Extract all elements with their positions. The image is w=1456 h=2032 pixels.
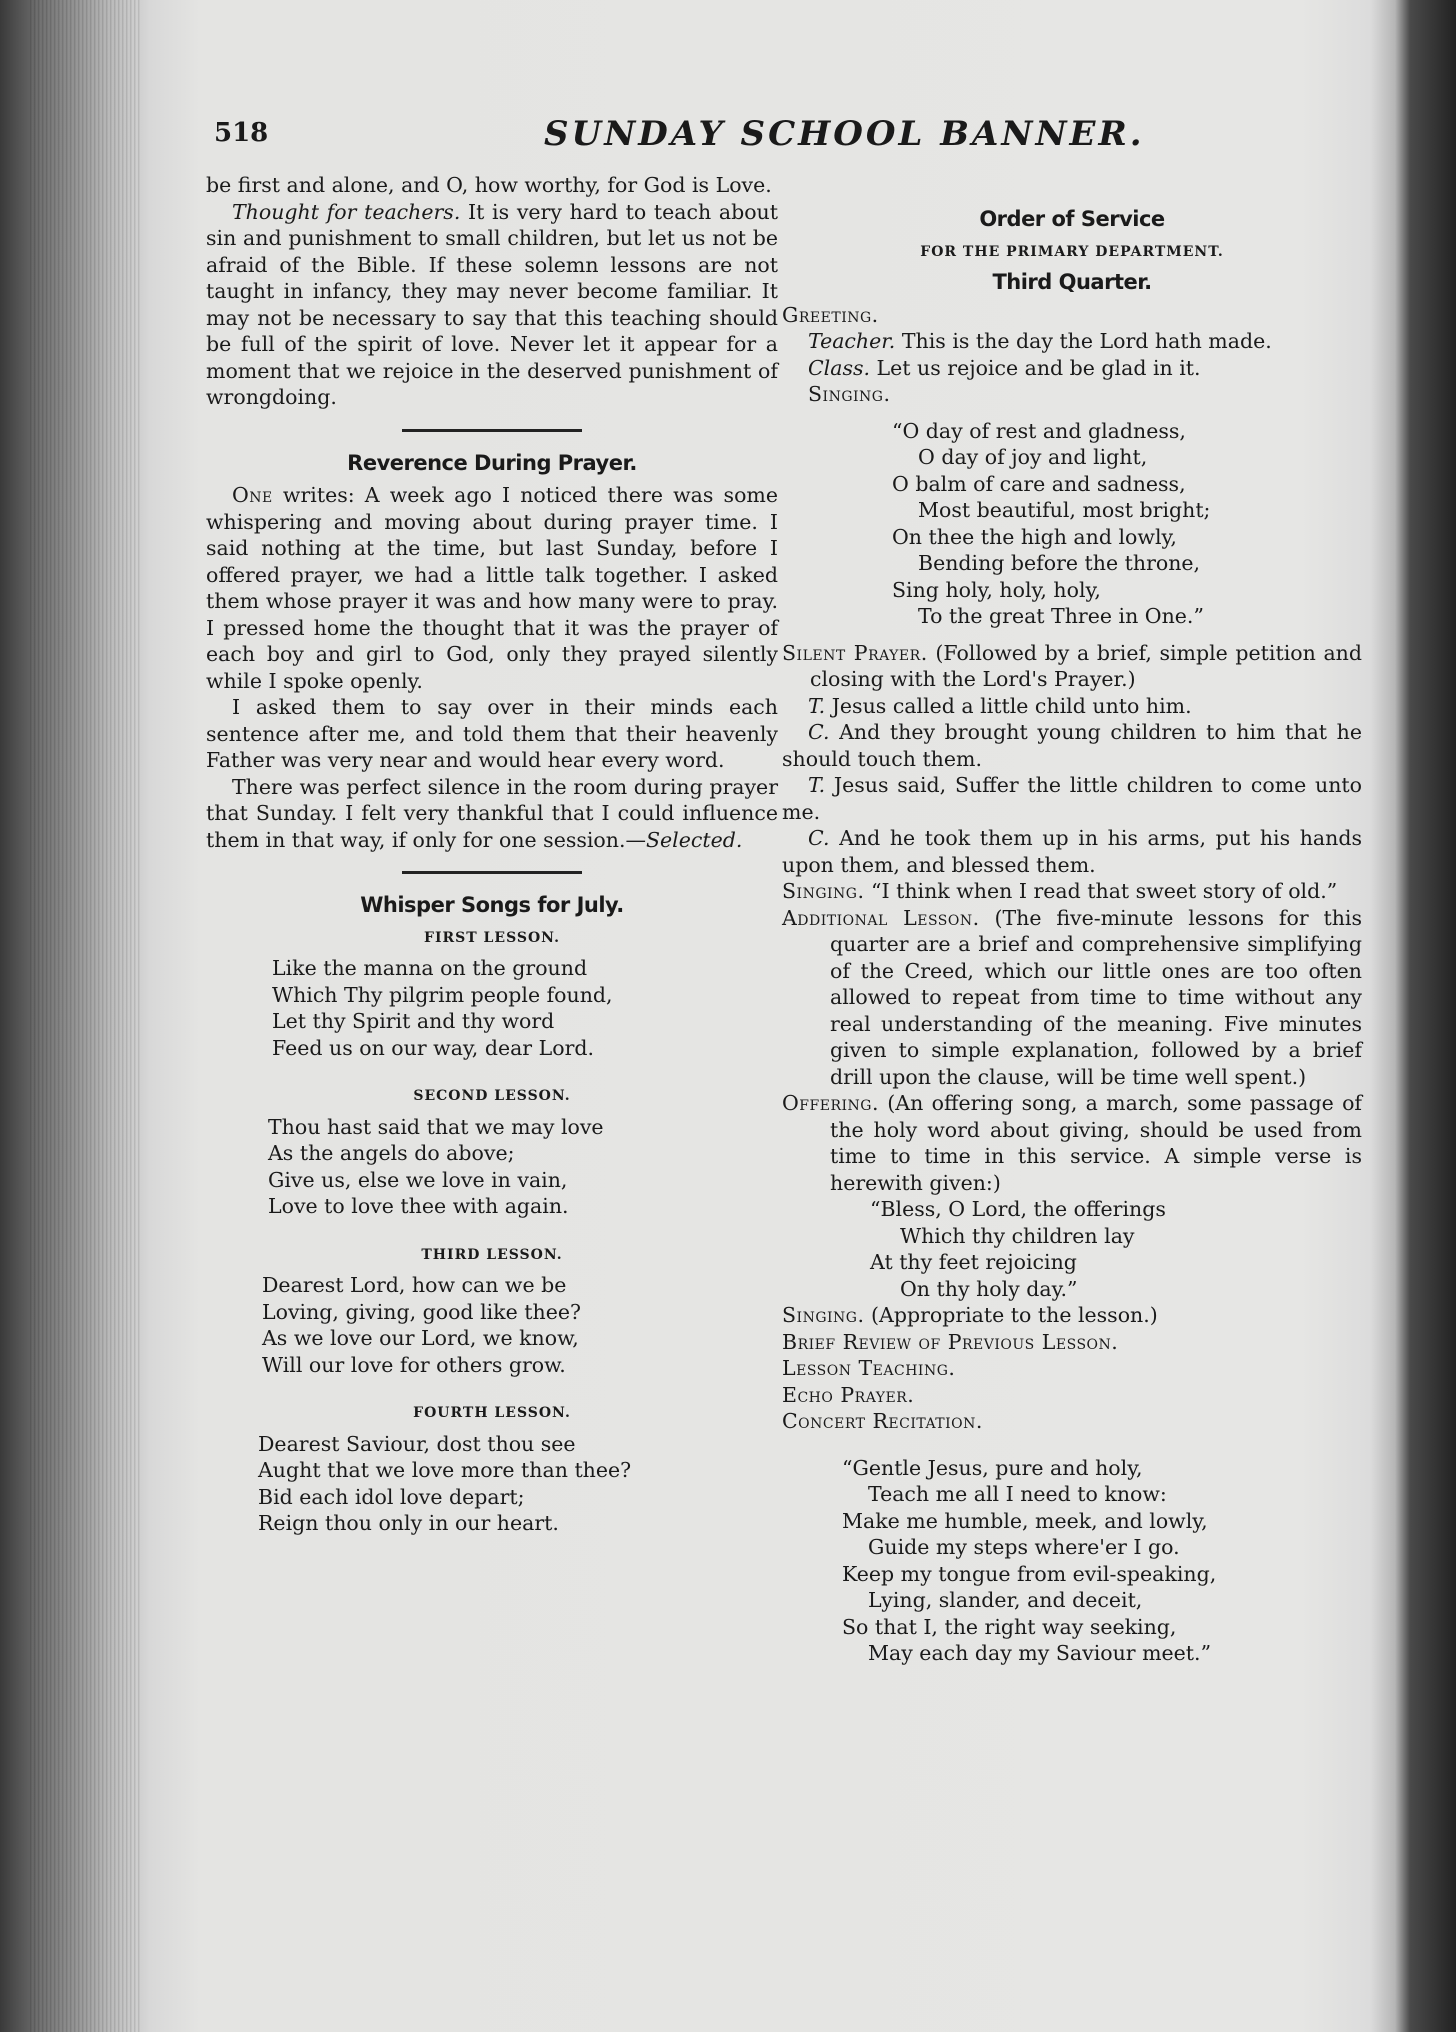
right-column bbox=[782, 202, 1362, 1667]
response bbox=[782, 719, 1362, 772]
singing-text: “I think when I read that sweet story of old.” bbox=[864, 879, 1338, 903]
singing-label: Singing. bbox=[782, 879, 865, 903]
poem-line: Dearest Lord, how can we be bbox=[262, 1273, 567, 1297]
response bbox=[782, 825, 1362, 878]
poem-line: Love to love thee with again. bbox=[268, 1194, 569, 1218]
singing-3 bbox=[782, 1302, 1362, 1329]
lesson-poem bbox=[206, 955, 778, 1061]
offering-label: Offering. bbox=[782, 1091, 879, 1115]
thought-paragraph bbox=[206, 199, 778, 411]
response-speaker: T. bbox=[808, 693, 826, 718]
echo-prayer: Echo Prayer. bbox=[782, 1382, 915, 1407]
lesson-label: THIRD LESSON. bbox=[421, 1246, 563, 1263]
hymn-line: O balm of care and sadness, bbox=[892, 471, 1186, 496]
hymn-line: “O day of rest and gladness, bbox=[892, 418, 1186, 443]
poem-line: Loving, giving, good like thee? bbox=[262, 1299, 581, 1324]
reverence-paragraph-2: I asked them to say over in their minds each sentence after me, and told them that their heavenly Father was very near and would hear every word. bbox=[206, 695, 778, 772]
hymn-line: Teach me all I need to know: bbox=[868, 1482, 1167, 1506]
verse-line: On thy holy day.” bbox=[900, 1276, 1078, 1301]
hymn-line: Lying, slander, and deceit, bbox=[868, 1588, 1143, 1612]
teacher-text: This is the day the Lord hath made. bbox=[895, 329, 1272, 353]
thought-label: Thought for teachers. bbox=[232, 199, 461, 224]
reverence-text-3: There was perfect silence in the room during prayer that Sunday. I felt very thankful that I could influence them in that way, if only for one session.— bbox=[206, 774, 778, 852]
additional-text: (The five-minute lessons for this quarter are a brief and comprehensive simplifying of the Creed, which our little ones are too often allowed to repeat from time to time without any real understanding of the meaning. Five minutes given to simple explanation, followed by a brief drill upon the clause, will be time well spent.) bbox=[830, 905, 1362, 1089]
response-text: And they brought young children to him that he should touch them. bbox=[782, 720, 1362, 771]
offering bbox=[782, 1090, 1362, 1196]
running-title: SUNDAY SCHOOL BANNER. bbox=[544, 114, 1145, 154]
hymn-line: Sing holy, holy, holy, bbox=[892, 577, 1101, 602]
brief-review: Brief Review of Previous Lesson. bbox=[782, 1329, 1119, 1354]
greeting-label: Greeting. bbox=[782, 302, 879, 327]
singing-label: Singing. bbox=[782, 1303, 865, 1327]
quarter-title: Third Quarter. bbox=[992, 270, 1152, 294]
silent-prayer bbox=[782, 640, 1362, 693]
singing-label: Singing. bbox=[808, 382, 891, 406]
hymn-2 bbox=[782, 1455, 1362, 1667]
poem-line: Thou hast said that we may love bbox=[268, 1114, 604, 1139]
singing-text: (Appropriate to the lesson.) bbox=[864, 1303, 1158, 1327]
lesson-poem bbox=[206, 1272, 778, 1378]
reverence-lead: One bbox=[232, 483, 273, 507]
class-line bbox=[782, 355, 1362, 382]
whisper-title: Whisper Songs for July. bbox=[360, 893, 624, 917]
verse-line: Which thy children lay bbox=[900, 1223, 1135, 1248]
teacher-line bbox=[782, 328, 1362, 355]
lesson-poem bbox=[206, 1431, 778, 1537]
response-text: Jesus said, Suffer the little children to come unto me. bbox=[782, 773, 1362, 824]
verse-line: “Bless, O Lord, the offerings bbox=[870, 1197, 1166, 1221]
additional-lesson bbox=[782, 905, 1362, 1091]
reverence-paragraph-3 bbox=[206, 774, 778, 854]
poem-line: Like the manna on the ground bbox=[272, 956, 588, 980]
section-divider bbox=[402, 871, 582, 874]
offering-verse bbox=[782, 1196, 1362, 1302]
book-spine bbox=[30, 0, 140, 2032]
response-text: And he took them up in his arms, put his hands upon them, and blessed them. bbox=[782, 826, 1362, 877]
lesson-label: SECOND LESSON. bbox=[413, 1088, 571, 1104]
poem-line: Let thy Spirit and thy word bbox=[272, 1009, 555, 1033]
hymn-1 bbox=[782, 418, 1362, 630]
hymn-line: “Gentle Jesus, pure and holy, bbox=[842, 1455, 1143, 1480]
lesson-label: FOURTH LESSON. bbox=[413, 1405, 571, 1421]
hymn-line: Bending before the throne, bbox=[918, 551, 1201, 575]
verse-line: At thy feet rejoicing bbox=[870, 1250, 1077, 1274]
reverence-title: Reverence During Prayer. bbox=[347, 450, 637, 475]
order-title: Order of Service bbox=[979, 207, 1165, 231]
silent-text: (Followed by a brief, simple petition and closing with the Lord's Prayer.) bbox=[810, 640, 1362, 691]
reverence-text-1: writes: A week ago I noticed there was some whispering and moving about during prayer time. I said nothing at the time, but last Sunday, before I offered prayer, we had a little talk together. I asked them whose prayer it was and how many were to pray. I pressed home the thought that it was the prayer of each boy and girl to God, only they prayed silently while I spoke openly. bbox=[206, 483, 778, 693]
lesson-label: FIRST LESSON. bbox=[424, 929, 560, 946]
hymn-line: On thee the high and lowly, bbox=[892, 524, 1177, 549]
order-subtitle: FOR THE PRIMARY DEPARTMENT. bbox=[920, 243, 1224, 260]
offering-text: (An offering song, a march, some passage of the holy word about giving, should be used from time to time in this service. A simple verse is herewith given:) bbox=[830, 1091, 1362, 1195]
section-divider bbox=[402, 429, 582, 432]
silent-label: Silent Prayer. bbox=[782, 640, 928, 665]
poem-line: Aught that we love more than thee? bbox=[258, 1458, 632, 1482]
class-text: Let us rejoice and be glad in it. bbox=[870, 355, 1201, 380]
teacher-label: Teacher. bbox=[808, 329, 896, 353]
reverence-paragraph-1 bbox=[206, 482, 778, 694]
poem-line: Dearest Saviour, dost thou see bbox=[258, 1431, 576, 1456]
page-number: 518 bbox=[214, 118, 269, 148]
response-speaker: T. bbox=[808, 773, 826, 797]
poem-line: Which Thy pilgrim people found, bbox=[272, 982, 613, 1007]
hymn-line: Keep my tongue from evil-speaking, bbox=[842, 1561, 1217, 1586]
poem-line: Reign thou only in our heart. bbox=[258, 1511, 559, 1535]
intro-continuation: be first and alone, and O, how worthy, for God is Love. bbox=[206, 173, 772, 197]
page-header bbox=[214, 108, 1354, 168]
poem-line: As we love our Lord, we know, bbox=[262, 1326, 579, 1350]
poem-line: Will our love for others grow. bbox=[262, 1352, 566, 1377]
poem-line: Give us, else we love in vain, bbox=[268, 1167, 568, 1192]
hymn-line: May each day my Saviour meet.” bbox=[868, 1641, 1212, 1665]
left-column bbox=[206, 172, 778, 1537]
hymn-line: Most beautiful, most bright; bbox=[918, 498, 1211, 522]
thought-text: It is very hard to teach about sin and punishment to small children, but let us not be afraid of the Bible. If these solemn lessons are not taught in infancy, they may never become familiar. It may not be necessary to say that this teaching should be full of the spirit of love. Never let it appear for a moment that we rejoice in the deserved punishment of wrongdoing. bbox=[206, 199, 778, 409]
hymn-line: Guide my steps where'er I go. bbox=[868, 1535, 1180, 1559]
response bbox=[782, 693, 1362, 720]
response-speaker: C. bbox=[808, 826, 830, 850]
response bbox=[782, 772, 1362, 825]
hymn-line: O day of joy and light, bbox=[918, 445, 1148, 469]
poem-line: Feed us on our way, dear Lord. bbox=[272, 1035, 595, 1060]
concert-recitation: Concert Recitation. bbox=[782, 1409, 983, 1433]
additional-label: Additional Lesson. bbox=[782, 905, 980, 930]
singing-2 bbox=[782, 878, 1362, 905]
hymn-line: So that I, the right way seeking, bbox=[842, 1614, 1177, 1639]
response-text: Jesus called a little child unto him. bbox=[825, 693, 1192, 718]
hymn-line: Make me humble, meek, and lowly, bbox=[842, 1508, 1208, 1533]
response-speaker: C. bbox=[808, 720, 830, 744]
hymn-line: To the great Three in One.” bbox=[918, 604, 1204, 628]
poem-line: As the angels do above; bbox=[268, 1141, 515, 1165]
poem-line: Bid each idol love depart; bbox=[258, 1484, 525, 1509]
lesson-poem bbox=[206, 1114, 778, 1220]
reverence-source: Selected. bbox=[646, 827, 743, 852]
lesson-teaching: Lesson Teaching. bbox=[782, 1356, 956, 1380]
class-label: Class. bbox=[808, 355, 871, 380]
